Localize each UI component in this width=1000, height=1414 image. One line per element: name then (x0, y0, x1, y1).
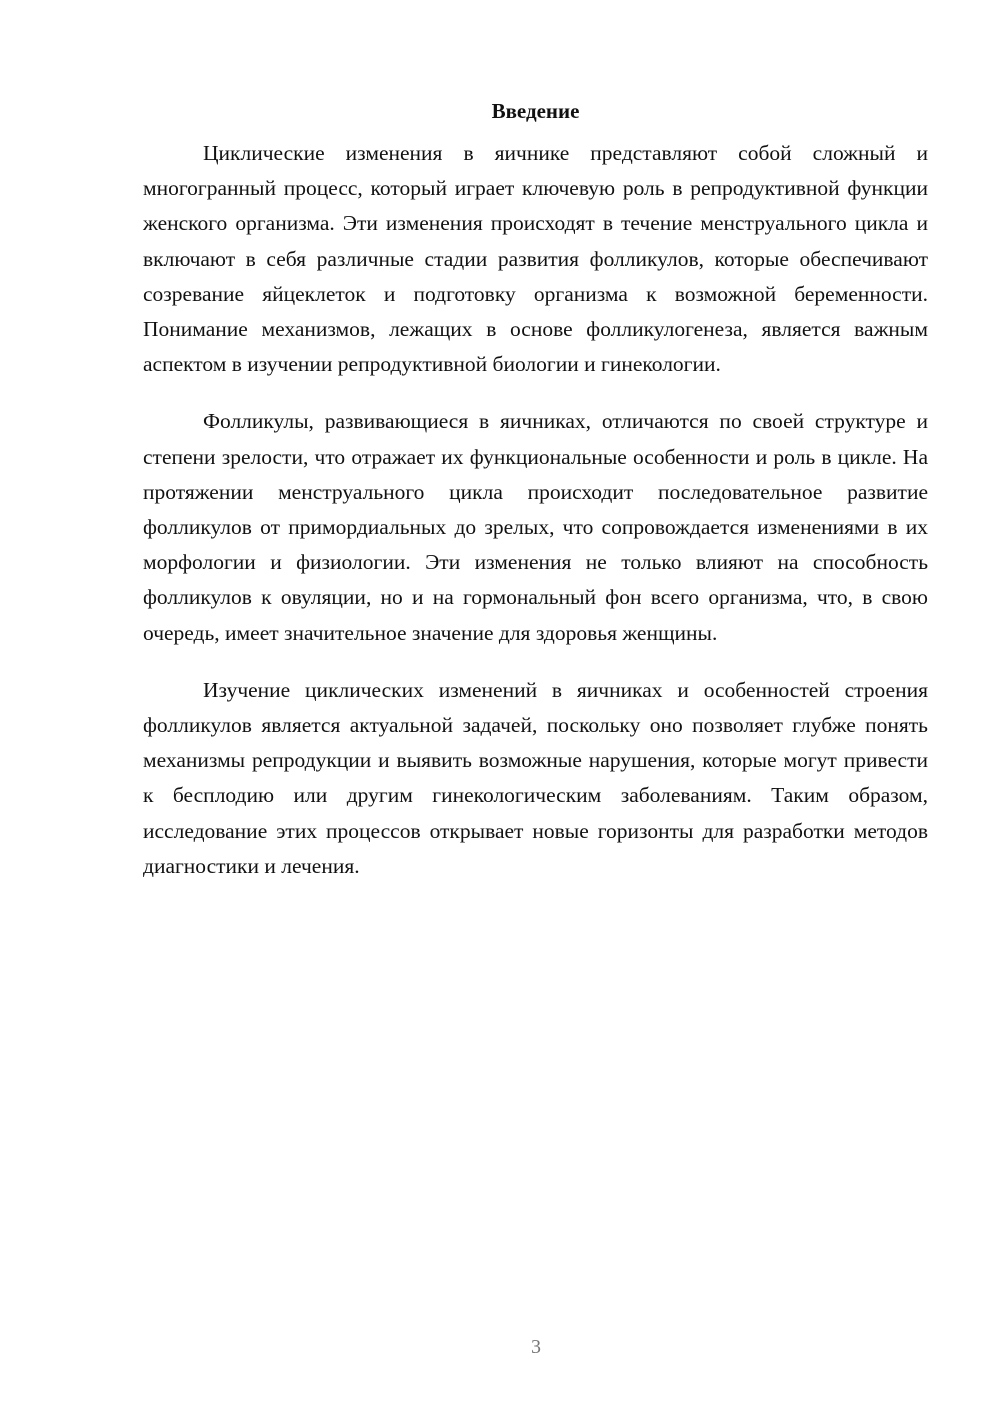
page-number: 3 (531, 1336, 541, 1358)
paragraph-3: Изучение циклических изменений в яичниках и особенностей строения фолликулов является актуальной задачей, поскольку оно позволяет глубже понять механизмы репродукции и выявить возможные нарушения, которые могут привести к бесплодию или другим гинекологическим заболеваниям. Таким образом, исследование этих процессов открывает новые горизонты для разработки методов диагностики и лечения. (143, 677, 928, 878)
paragraph-1: Циклические изменения в яичнике представляют собой сложный и многогранный процесс, который играет ключевую роль в репродуктивной функции женского организма. Эти изменения происходят в течение менструального цикла и включают в себя различные стадии развития фолликулов, которые обеспечивают созревание яйцеклеток и подготовку организма к возможной беременности. Понимание механизмов, лежащих в основе фолликулогенеза, является важным аспектом в изучении репродуктивной биологии и гинекологии. (143, 141, 928, 377)
page-content (143, 96, 928, 906)
section-heading: Введение (491, 99, 580, 123)
paragraph-2: Фолликулы, развивающиеся в яичниках, отличаются по своей структуре и степени зрелости, что отражает их функциональные особенности и роль в цикле. На протяжении менструального цикла происходит последовательное развитие фолликулов от примордиальных до зрелых, что сопровождается изменениями в их морфологии и физиологии. Эти изменения не только влияют на способность фолликулов к овуляции, но и на гормональный фон всего организма, что, в свою очередь, имеет значительное значение для здоровья женщины. (143, 409, 928, 645)
